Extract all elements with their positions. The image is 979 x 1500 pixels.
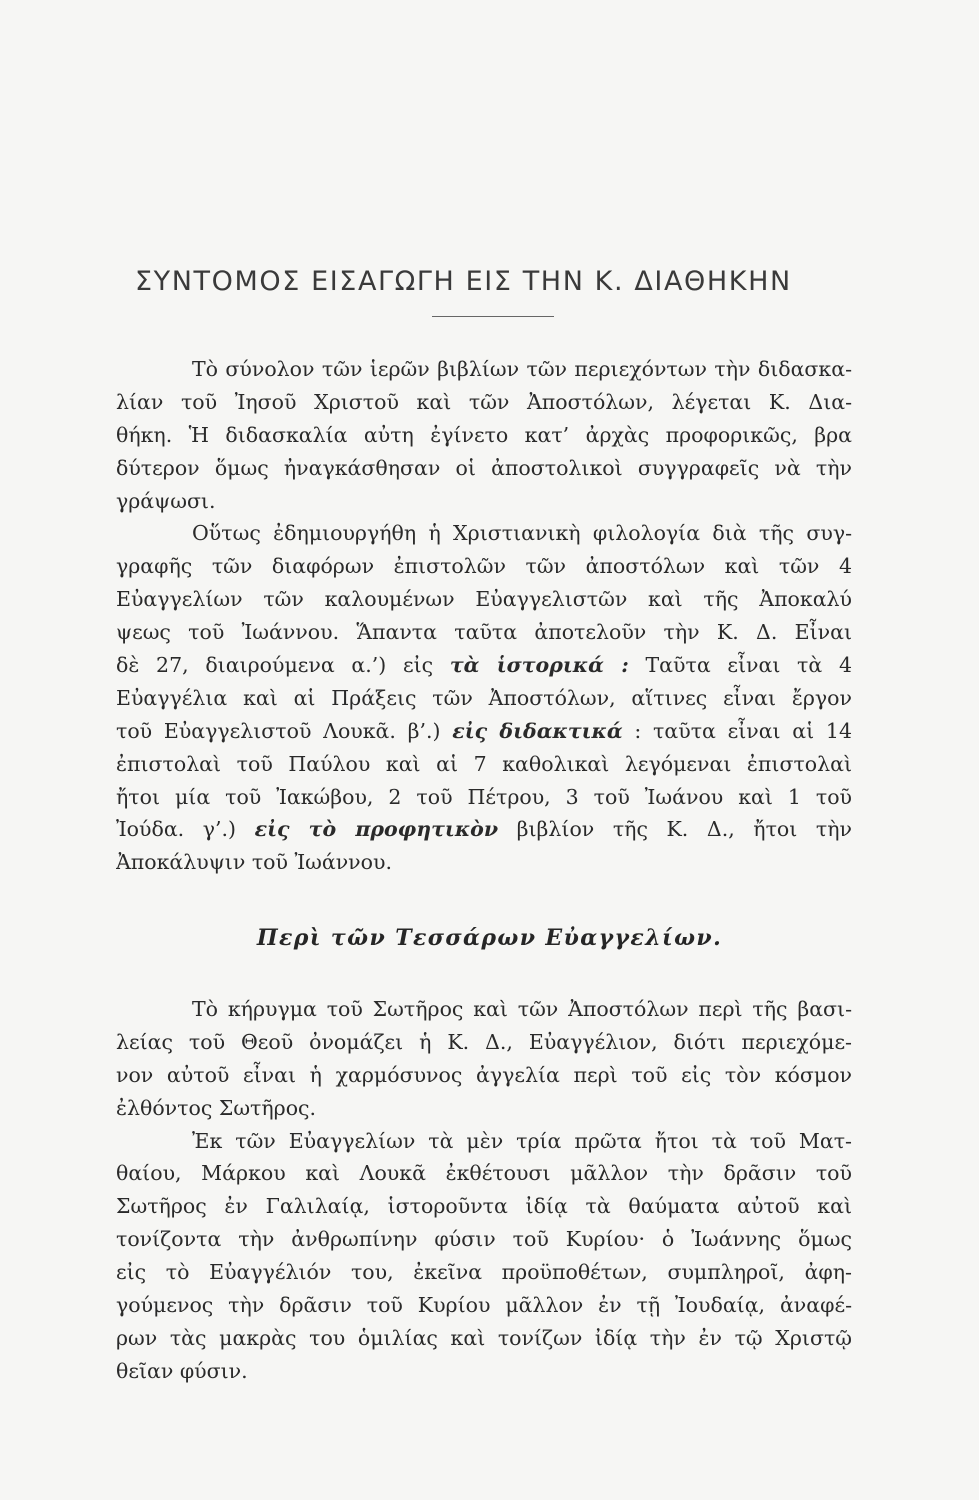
text-line (116, 715, 852, 748)
text-line: θαίου, Μάρκου καὶ Λουκᾶ ἐκθέτουσι μᾶλλον τὴν δρᾶσιν τοῦ (116, 1161, 852, 1186)
paragraph-1 (116, 353, 852, 517)
page-title: ΣΥΝΤΟΜΟΣ ΕΙΣΑΓΩΓΗ ΕΙΣ ΤΗΝ Κ. ΔΙΑΘΗΚΗΝ (135, 266, 792, 297)
text-line: Εὐαγγελίων τῶν καλουμένων Εὐαγγελιστῶν καὶ τῆς Ἀποκαλύ (116, 587, 852, 612)
section-heading: Περὶ τῶν Τεσσάρων Εὐαγγελίων. (256, 925, 723, 951)
text-line (116, 649, 852, 682)
emphasis-historical: τὰ ἱστορικά : (449, 653, 629, 678)
text-line: Ἐκ τῶν Εὐαγγελίων τὰ μὲν τρία πρῶτα ἤτοι τὰ τοῦ Ματ- (192, 1128, 852, 1153)
text-line: Σωτῆρος ἐν Γαλιλαίᾳ, ἱστοροῦντα ἰδίᾳ τὰ θαύματα αὐτοῦ καὶ (116, 1194, 852, 1219)
emphasis-prophetic: εἰς τὸ προφητικὸν (254, 817, 499, 842)
title-divider (432, 316, 554, 317)
text-line (116, 813, 852, 846)
text-line: εἰς τὸ Εὐαγγέλιόν του, ἐκεῖνα προϋποθέτων, συμπληροῖ, ἀφη- (116, 1260, 852, 1285)
text-line: γούμενος τὴν δρᾶσιν τοῦ Κυρίου μᾶλλον ἐν τῇ Ἰουδαίᾳ, ἀναφέ- (116, 1293, 852, 1318)
text-line: ρων τὰς μακρὰς του ὁμιλίας καὶ τονίζων ἰδίᾳ τὴν ἐν τῷ Χριστῷ (116, 1325, 852, 1350)
text-line: γραφῆς τῶν διαφόρων ἐπιστολῶν τῶν ἀποστόλων καὶ τῶν 4 (116, 554, 852, 579)
text-line: Ἀποκάλυψιν τοῦ Ἰωάννου. (116, 850, 392, 875)
text-line: θεῖαν φύσιν. (116, 1358, 248, 1383)
text-line: ἐλθόντος Σωτῆρος. (116, 1095, 317, 1120)
text-line: θήκη. Ἡ διδασκαλία αὐτη ἐγίνετο κατ’ ἀρχὰς προφορικῶς, βρα (116, 422, 852, 447)
intro-text (116, 353, 852, 879)
text-segment: βιβλίον τῆς Κ. Δ., ἤτοι τὴν (516, 817, 852, 842)
text-line: δύτερον ὅμως ἠναγκάσθησαν οἱ ἀποστολικοὶ συγγραφεῖς νὰ τὴν (116, 455, 852, 480)
emphasis-didactic: εἰς διδακτικά (452, 718, 623, 743)
text-line: νον αὐτοῦ εἶναι ἡ χαρμόσυνος ἀγγελία περὶ τοῦ εἰς τὸν κόσμον (116, 1062, 852, 1087)
text-segment: δὲ 27, διαιρούμενα α.’) εἰς (116, 653, 434, 678)
paragraph-4 (116, 1125, 852, 1388)
text-line: ἐπιστολαὶ τοῦ Παύλου καὶ αἱ 7 καθολικαὶ λεγόμεναι ἐπιστολαὶ (116, 751, 852, 776)
text-line: Οὕτως ἐδημιουργήθη ἡ Χριστιανικὴ φιλολογία διὰ τῆς συγ- (192, 521, 852, 546)
gospels-text (116, 993, 852, 1388)
text-segment: Ταῦτα εἶναι τὰ 4 (645, 653, 852, 678)
paragraph-3 (116, 993, 852, 1125)
text-line: λίαν τοῦ Ἰησοῦ Χριστοῦ καὶ τῶν Ἀποστόλων, λέγεται Κ. Δια- (116, 389, 852, 414)
text-line: τονίζοντα τὴν ἀνθρωπίνην φύσιν τοῦ Κυρίου· ὁ Ἰωάννης ὅμως (116, 1227, 852, 1252)
text-line: ἤτοι μία τοῦ Ἰακώβου, 2 τοῦ Πέτρου, 3 τοῦ Ἰωάνου καὶ 1 τοῦ (116, 784, 852, 809)
text-line: Τὸ κήρυγμα τοῦ Σωτῆρος καὶ τῶν Ἀποστόλων περὶ τῆς βασι- (192, 997, 852, 1021)
text-line: Εὐαγγέλια καὶ αἱ Πράξεις τῶν Ἀποστόλων, αἵτινες εἶναι ἔργον (116, 685, 852, 710)
text-line: ψεως τοῦ Ἰωάννου. Ἅπαντα ταῦτα ἀποτελοῦν τὴν Κ. Δ. Εἶναι (116, 620, 852, 645)
paragraph-2 (116, 517, 852, 879)
text-line: γράψωσι. (116, 488, 216, 513)
text-line: Τὸ σύνολον τῶν ἱερῶν βιβλίων τῶν περιεχόντων τὴν διδασκα- (192, 357, 852, 381)
text-segment: : ταῦτα εἶναι αἱ 14 (634, 718, 852, 743)
text-segment: Ἰούδα. γ’.) (116, 817, 237, 842)
text-line: λείας τοῦ Θεοῦ ὀνομάζει ἡ Κ. Δ., Εὐαγγέλιον, διότι περιεχόμε- (116, 1029, 852, 1054)
text-segment: τοῦ Εὐαγγελιστοῦ Λουκᾶ. β’.) (116, 718, 441, 743)
